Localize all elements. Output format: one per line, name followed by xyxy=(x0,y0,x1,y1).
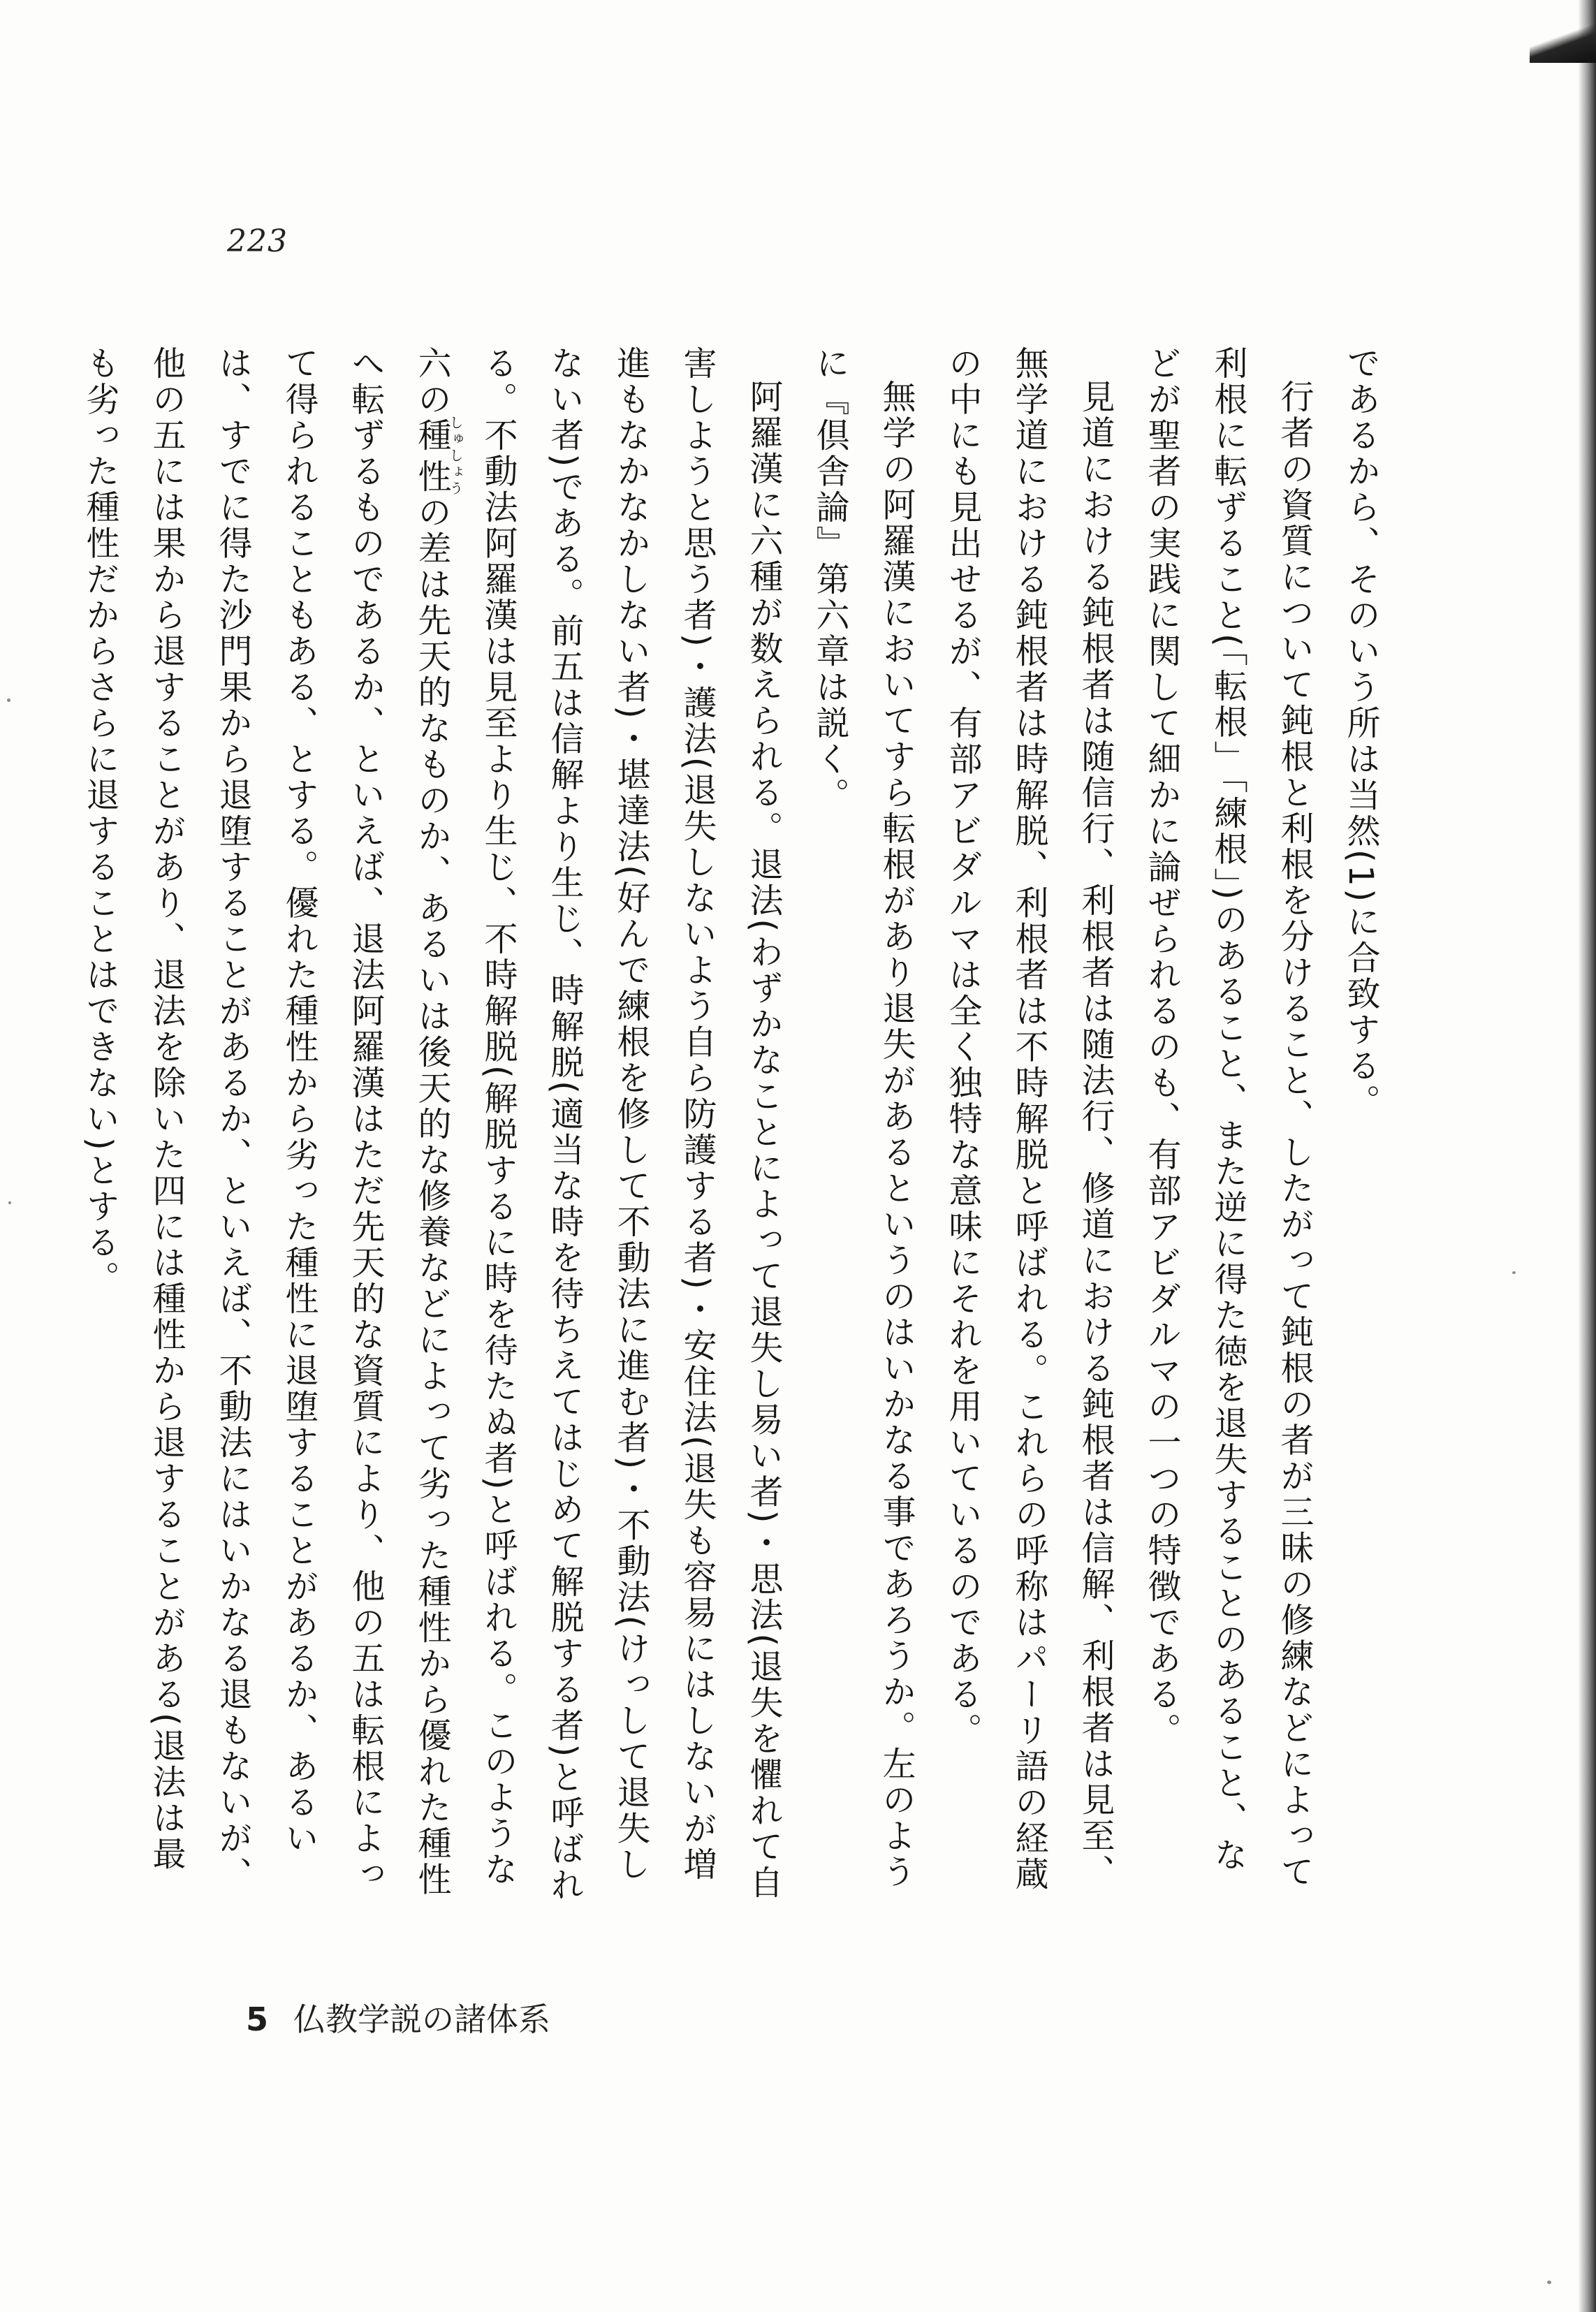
paragraph: 行者の資質について鈍根と利根を分けること、したがって鈍根の者が三昧の修練などによって利根に転ずること(「転根」「練根」)のあること、また逆に得た徳を退失することのあること、などが聖者の実践に関して細かに論ぜられるのも、有部アビダルマの一つの特徴である。 xyxy=(1142,346,1314,1890)
paragraph: であるから、そのいう所は当然(1)に合致する。 xyxy=(1341,346,1380,1120)
chapter-number: 5 xyxy=(246,2000,269,2038)
scan-speck xyxy=(1512,1271,1516,1274)
scan-corner-shadow xyxy=(1530,14,1596,63)
paragraph: 阿羅漢に六種が数えられる。退法(わずかなことによって退失し易い者)・思法(退失を懼れて自害しようと思う者)・護法(退失しないよう自ら防護する者)・安住法(退失も容易にはしないが増進もなかなかしない者)・堪達法(好んで練根を修して不動法に進む者)・不動法(けっして退失しない者)である。前五は信解より生じ、時解脱(適当な時を待ちえてはじめて解脱する者)と呼ばれる。不動法阿羅漢は見至より生じ、不時解脱(解脱するに時を待たぬ者)と呼ばれる。このような六の種性しゅしょうの差は先天的なものか、あるいは後天的な修養などによって劣った種性から優れた種性へ転ずるものであるか、といえば、退法阿羅漢はただ先天的な資質により、他の五は転根によって得られることもある、とする。優れた種性から劣った種性に退堕することがあるか、あるいは、すでに得た沙門果から退堕することがあるか、といえば、不動法にはいかなる退もないが、他の五には果から退することがあり、退法を除いた四には種性から退することがある(退法は最も劣った種性だからさらに退することはできない)とする。 xyxy=(80,346,783,1903)
ruby-annotation: 種性しゅしょう xyxy=(412,415,464,497)
scan-edge-shadow xyxy=(1578,0,1596,2312)
running-footer xyxy=(246,1994,550,2040)
scan-speck xyxy=(1547,2281,1551,2284)
scan-speck xyxy=(8,1201,11,1204)
ruby-reading: しゅしょう xyxy=(447,415,464,497)
page-number: 223 xyxy=(227,224,288,259)
chapter-title: 仏教学説の諸体系 xyxy=(293,2000,551,2038)
paragraph: 見道における鈍根者は随信行、利根者は随法行、修道における鈍根者は信解、利根者は見至、無学道における鈍根者は時解脱、利根者は不時解脱と呼ばれる。これらの呼称はパーリ語の経蔵の中にも見出せるが、有部アビダルマは全く独特な意味にそれを用いているのである。 xyxy=(943,346,1115,1893)
scan-speck xyxy=(7,698,10,702)
vertical-body-text xyxy=(80,346,1393,1903)
paragraph: 無学の阿羅漢においてすら転根があり退失があるというのはいかなる事であろうか。左のように『倶舎論』第六章は説く。 xyxy=(810,346,916,1890)
